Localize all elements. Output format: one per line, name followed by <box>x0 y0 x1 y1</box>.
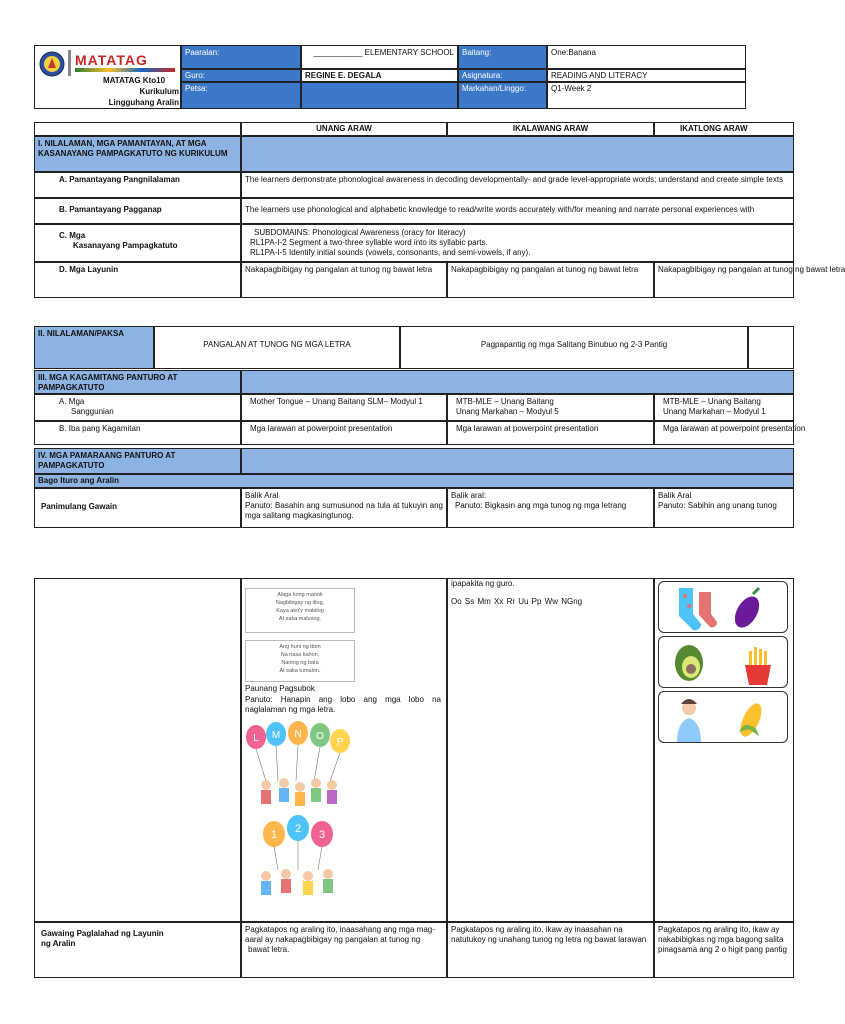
poem-1-line-4: At saka malusog. <box>278 616 322 622</box>
panimula-1-line-1: Balik Aral <box>245 491 279 500</box>
panimula-label: Panimulang Gawain <box>34 488 241 528</box>
logo-divider <box>68 50 71 76</box>
row-iba-label: B. Iba pang Kagamitan <box>34 421 241 445</box>
day-header-3: IKATLONG ARAW <box>654 122 794 136</box>
section-1-fill <box>241 136 794 172</box>
cont-2-text: ipapakita ng guro. <box>451 579 515 588</box>
gawain-1-line-2: bawat letra. <box>248 945 290 954</box>
socks-eggplant-icon <box>659 582 789 634</box>
row-d-label: D. Mga Layunin <box>34 262 241 298</box>
gawain-3-line-1: Pagkatapos ng araling ito, ikaw ay <box>658 925 780 934</box>
sanggunian-cell-1: Mother Tongue – Unang Baitang SLM– Modyul 1 <box>241 394 447 421</box>
lesson-table-continued <box>34 578 787 984</box>
paunang-pagsubok: Paunang Pagsubok <box>245 684 315 693</box>
panimula-2-line-1: Balik aral: <box>451 491 487 500</box>
iba-cell-2: Mga larawan at powerpoint presentation <box>447 421 654 445</box>
header-logo-cell <box>34 45 181 109</box>
row-d-cell-2: Nakapagbibigay ng pangalan at tunog ng bawat letra <box>447 262 654 298</box>
iba-cell-1: Mga larawan at powerpoint presentation <box>241 421 447 445</box>
poem-2-line-2: Na nasa kahon, <box>280 652 320 658</box>
poem-1-line-2: Nagbibigay ng itlog, <box>275 600 325 606</box>
avocado-fries-icon <box>659 637 789 689</box>
panimula-2-line-2: Panuto: Bigkasin ang mga tunog ng mga letrang <box>455 501 627 510</box>
poem-2-line-4: At saka tumalon. <box>279 668 321 674</box>
section-3-title: III. MGA KAGAMITANG PANTURO AT PAMPAGKATUTO <box>34 370 241 394</box>
competency-line-1: RL1PA-I-2 Segment a two-three syllable word into its syllabic parts. <box>250 238 488 247</box>
section-2-title: II. NILALAMAN/PAKSA <box>34 326 154 369</box>
sanggunian-cell-2 <box>447 394 654 421</box>
balloon-letter-o: O <box>316 731 324 742</box>
poem-2-line-3: Narinig ng bata <box>281 660 319 666</box>
petsa-value <box>301 82 458 109</box>
sanggunian-cell-3-line-2: Unang Markahan – Modyul 1 <box>663 407 766 416</box>
gawain-cell-3 <box>654 922 794 978</box>
gawain-1-line-1: Pagkatapos ng araling ito, inaasahang ang mga mag-aaral ay nakapagbibigay ng pangalan at tunog ng <box>245 925 435 944</box>
gawain-3-line-2: nakabibigkas ng mga bagong salita <box>658 935 784 944</box>
asignatura-value: READING AND LITERACY <box>547 69 746 82</box>
gawain-3-line-3: pinagsama ang 2 o higit pang pantig <box>658 945 787 954</box>
paksa-1: PANGALAN AT TUNOG NG MGA LETRA <box>154 326 400 369</box>
asignatura-label: Asignatura: <box>458 69 547 82</box>
panimula-3-line-1: Balik Aral <box>658 491 692 500</box>
subdomain-line: SUBDOMAINS: Phonological Awareness (oracy for literacy) <box>254 228 466 237</box>
balloon-number-2: 2 <box>294 823 302 835</box>
letter-balloons-illustration <box>244 723 354 815</box>
markahan-label: Markahan/Linggo: <box>458 82 547 109</box>
petsa-label: Petsa: <box>181 82 301 109</box>
letters-line: Oo Ss Mm Xx Rr Uu Pp Ww NGng <box>451 597 583 606</box>
sanggunian-label-line-1: A. Mga <box>59 397 85 406</box>
gawain-label <box>34 922 241 978</box>
number-balloons-illustration <box>248 818 348 906</box>
section-4-title: IV. MGA PAMARAANG PANTURO AT PAMPAGKATUTO <box>34 448 241 474</box>
row-a-label: A. Pamantayang Pangnilalaman <box>34 172 241 198</box>
gawain-cell-2: Pagkatapos ng araling ito, ikaw ay inaasahan na natutukoy ng unahang tunog ng letra ng bawat larawan <box>447 922 654 978</box>
picture-card-2 <box>658 636 788 688</box>
row-b-label: B. Pamantayang Pagganap <box>34 198 241 224</box>
panimula-3-line-2: Panuto: Sabihin ang unang tunog <box>658 501 777 510</box>
balloon-number-1: 1 <box>270 829 278 841</box>
bago-ituro-row: Bago Ituro ang Aralin <box>34 474 794 488</box>
gawain-cell-1 <box>241 922 447 978</box>
panimula-cell-1 <box>241 488 447 528</box>
poem-1-line-3: Kaya ako'y mabilog <box>276 608 324 614</box>
paaralan-label: Paaralan: <box>181 45 301 69</box>
balloon-letter-m: M <box>271 730 281 741</box>
poem-1-card <box>245 588 355 633</box>
cont-label-cell <box>34 578 241 922</box>
poem-2-line-1: Ang huni ng ibon <box>279 644 321 650</box>
balloon-letter-p: P <box>336 737 344 748</box>
sanggunian-cell-3 <box>654 394 794 421</box>
competency-line-2: RL1PA-I-5 Identify initial sounds (vowels, consonants, and semi-vowels, if any). <box>250 248 531 257</box>
paksa-3 <box>748 326 794 369</box>
section-3-fill <box>241 370 794 394</box>
row-b-text: The learners use phonological and alphabetic knowledge to read/write words accurately with/for meaning and narrate personal experiences with <box>241 198 794 224</box>
guro-value: REGINE E. DEGALA <box>301 69 458 82</box>
row-c-label <box>34 224 241 262</box>
row-d-cell-3: Nakapagbibigay ng pangalan at tunog ng bawat letra <box>654 262 794 298</box>
baitang-value: One:Banana <box>547 45 746 69</box>
deped-seal-icon <box>39 51 65 77</box>
header-left-line-3: Lingguhang Aralin <box>108 98 179 107</box>
markahan-value: Q1-Week 2 <box>547 82 746 109</box>
section-4-fill <box>241 448 794 474</box>
poem-2-card <box>245 640 355 682</box>
balloon-number-3: 3 <box>318 829 326 841</box>
table-corner-cell <box>34 122 241 136</box>
sanggunian-cell-2-line-2: Unang Markahan – Modyul 5 <box>456 407 559 416</box>
balloon-letter-l: L <box>253 733 259 744</box>
guro-label: Guro: <box>181 69 301 82</box>
row-a-text: The learners demonstrate phonological awareness in decoding developmentally- and grade level-appropriate words; understand and create simple texts <box>241 172 794 198</box>
cont-cell-2 <box>447 578 654 922</box>
row-sanggunian-label <box>34 394 241 421</box>
matatag-logo: MATATAG <box>75 52 148 68</box>
iba-cell-3: Mga larawan at powerpoint presentation <box>654 421 794 445</box>
panimula-cell-2 <box>447 488 654 528</box>
panimula-1-line-2: Panuto: Basahin ang sumusunod na tula at tukuyin ang mga salitang magkasingtunog. <box>245 501 443 520</box>
day-header-1: UNANG ARAW <box>241 122 447 136</box>
gawain-label-line-1: Gawaing Paglalahad ng Layunin <box>41 929 164 938</box>
row-c-label-line-2: Kasanayang Pampagkatuto <box>73 241 178 250</box>
logo-stripe <box>75 68 175 72</box>
nurse-corn-icon <box>659 692 789 744</box>
day-header-2: IKALAWANG ARAW <box>447 122 654 136</box>
header-left-line-2: Kurikulum <box>139 87 179 96</box>
panimula-cell-3 <box>654 488 794 528</box>
row-d-cell-1: Nakapagbibigay ng pangalan at tunog ng bawat letra <box>241 262 447 298</box>
paaralan-value: ___________ ELEMENTARY SCHOOL <box>301 45 458 69</box>
sanggunian-label-line-2: Sanggunian <box>71 407 114 416</box>
section-1-title: I. NILALAMAN, MGA PAMANTAYAN, AT MGA KASANAYANG PAMPAGKATUTO NG KURIKULUM <box>34 136 241 172</box>
row-c-label-line-1: C. Mga <box>59 231 86 240</box>
picture-card-1 <box>658 581 788 633</box>
balloon-letter-n: N <box>294 729 302 740</box>
baitang-label: Baitang: <box>458 45 547 69</box>
row-c-text <box>241 224 794 262</box>
header-left-line-1: MATATAG Kto10 <box>102 76 166 85</box>
picture-card-3 <box>658 691 788 743</box>
lesson-table <box>34 122 845 540</box>
paunang-panuto: Panuto: Hanapin ang lobo ang mga lobo na naglalaman ng mga letra. <box>245 695 441 714</box>
poem-1-line-1: Alaga kong manok <box>277 592 323 598</box>
paksa-2: Pagpapantig ng mga Salitang Binubuo ng 2-3 Pantig <box>400 326 748 369</box>
gawain-label-line-2: ng Aralin <box>41 939 76 948</box>
sanggunian-cell-3-line-1: MTB-MLE – Unang Baitang <box>663 397 761 406</box>
sanggunian-cell-2-line-1: MTB-MLE – Unang Baitang <box>456 397 554 406</box>
